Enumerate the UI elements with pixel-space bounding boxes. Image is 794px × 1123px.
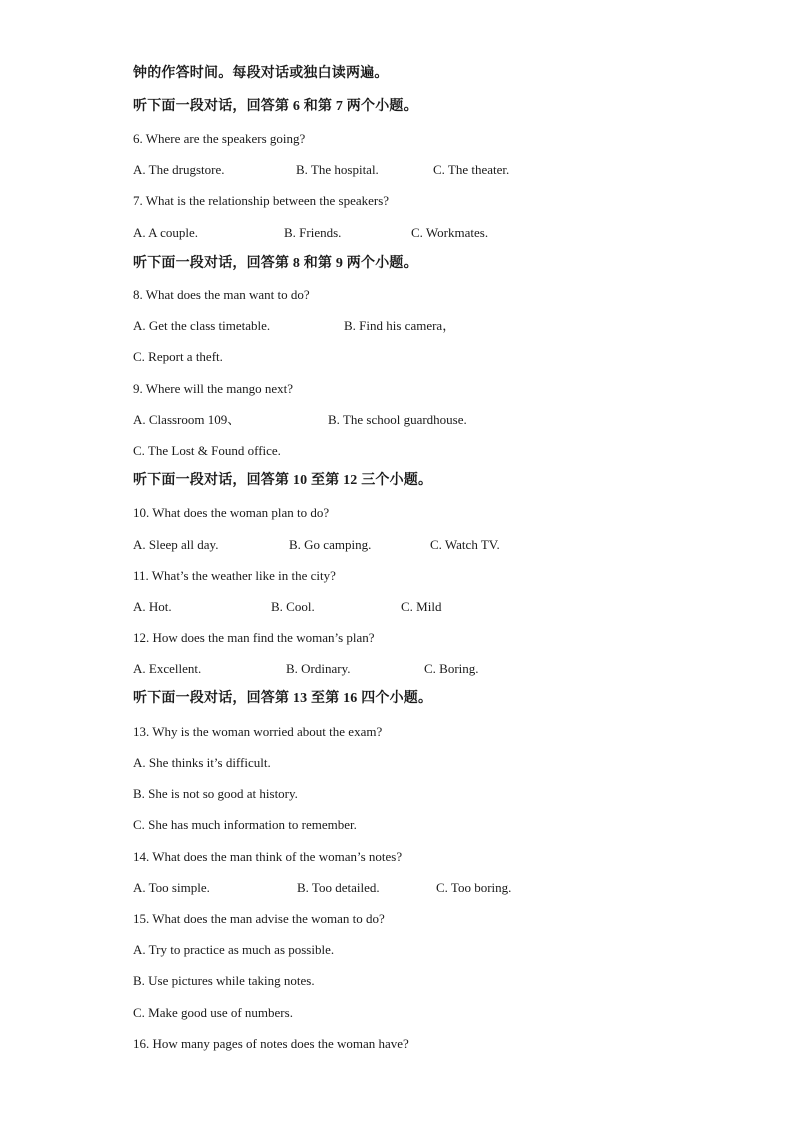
option-a: A. Classroom 109、: [133, 412, 241, 427]
option-b: B. The hospital.: [296, 162, 379, 177]
question-stem: 11. What’s the weather like in the city?: [133, 568, 336, 583]
question-stem: 7. What is the relationship between the speakers?: [133, 193, 390, 208]
option-c: C. Report a theft.: [133, 349, 223, 364]
option-c: C. The theater.: [433, 162, 510, 177]
section-heading: 听下面一段对话，回答第 6 和第 7 两个小题。: [133, 99, 418, 114]
option-a: A. Try to practice as much as possible.: [133, 942, 335, 957]
option-b: B. Too detailed.: [297, 880, 380, 895]
option-a: A. Hot.: [133, 599, 172, 614]
option-b: B. Cool.: [271, 599, 315, 614]
question-stem: 9. Where will the mango next?: [133, 381, 294, 396]
option-c: C. Too boring.: [436, 880, 512, 895]
option-c: C. She has much information to remember.: [133, 817, 357, 832]
section-heading: 听下面一段对话，回答第 13 至第 16 四个小题。: [133, 691, 433, 706]
section-heading: 听下面一段对话，回答第 10 至第 12 三个小题。: [133, 473, 433, 488]
option-c: C. Boring.: [424, 661, 479, 676]
option-c: C. The Lost & Found office.: [133, 443, 281, 458]
question-stem: 16. How many pages of notes does the woman have?: [133, 1036, 409, 1051]
option-a: A. Get the class timetable.: [133, 318, 271, 333]
question-stem: 13. Why is the woman worried about the exam?: [133, 724, 383, 739]
option-a: A. She thinks it’s difficult.: [133, 755, 271, 770]
section-heading: 听下面一段对话，回答第 8 和第 9 两个小题。: [133, 256, 418, 271]
question-stem: 6. Where are the speakers going?: [133, 131, 306, 146]
option-c: C. Make good use of numbers.: [133, 1005, 293, 1020]
question-stem: 12. How does the man find the woman’s plan?: [133, 630, 375, 645]
option-c: C. Mild: [401, 599, 442, 614]
option-b: B. Go camping.: [289, 537, 372, 552]
intro-text: 钟的作答时间。每段对话或独白读两遍。: [133, 66, 389, 81]
question-stem: 8. What does the man want to do?: [133, 287, 310, 302]
option-b: B. Find his camera，: [344, 318, 456, 333]
option-b: B. The school guardhouse.: [328, 412, 467, 427]
option-b: B. Friends.: [284, 225, 342, 240]
option-c: C. Workmates.: [411, 225, 489, 240]
option-b: B. Ordinary.: [286, 661, 351, 676]
question-stem: 14. What does the man think of the woman’s notes?: [133, 849, 403, 864]
option-b: B. She is not so good at history.: [133, 786, 298, 801]
option-a: A. Excellent.: [133, 661, 202, 676]
question-stem: 15. What does the man advise the woman to do?: [133, 911, 385, 926]
option-b: B. Use pictures while taking notes.: [133, 973, 315, 988]
option-a: A. Too simple.: [133, 880, 210, 895]
option-c: C. Watch TV.: [430, 537, 500, 552]
option-a: A. The drugstore.: [133, 162, 225, 177]
question-stem: 10. What does the woman plan to do?: [133, 505, 330, 520]
option-a: A. Sleep all day.: [133, 537, 219, 552]
option-a: A. A couple.: [133, 225, 198, 240]
